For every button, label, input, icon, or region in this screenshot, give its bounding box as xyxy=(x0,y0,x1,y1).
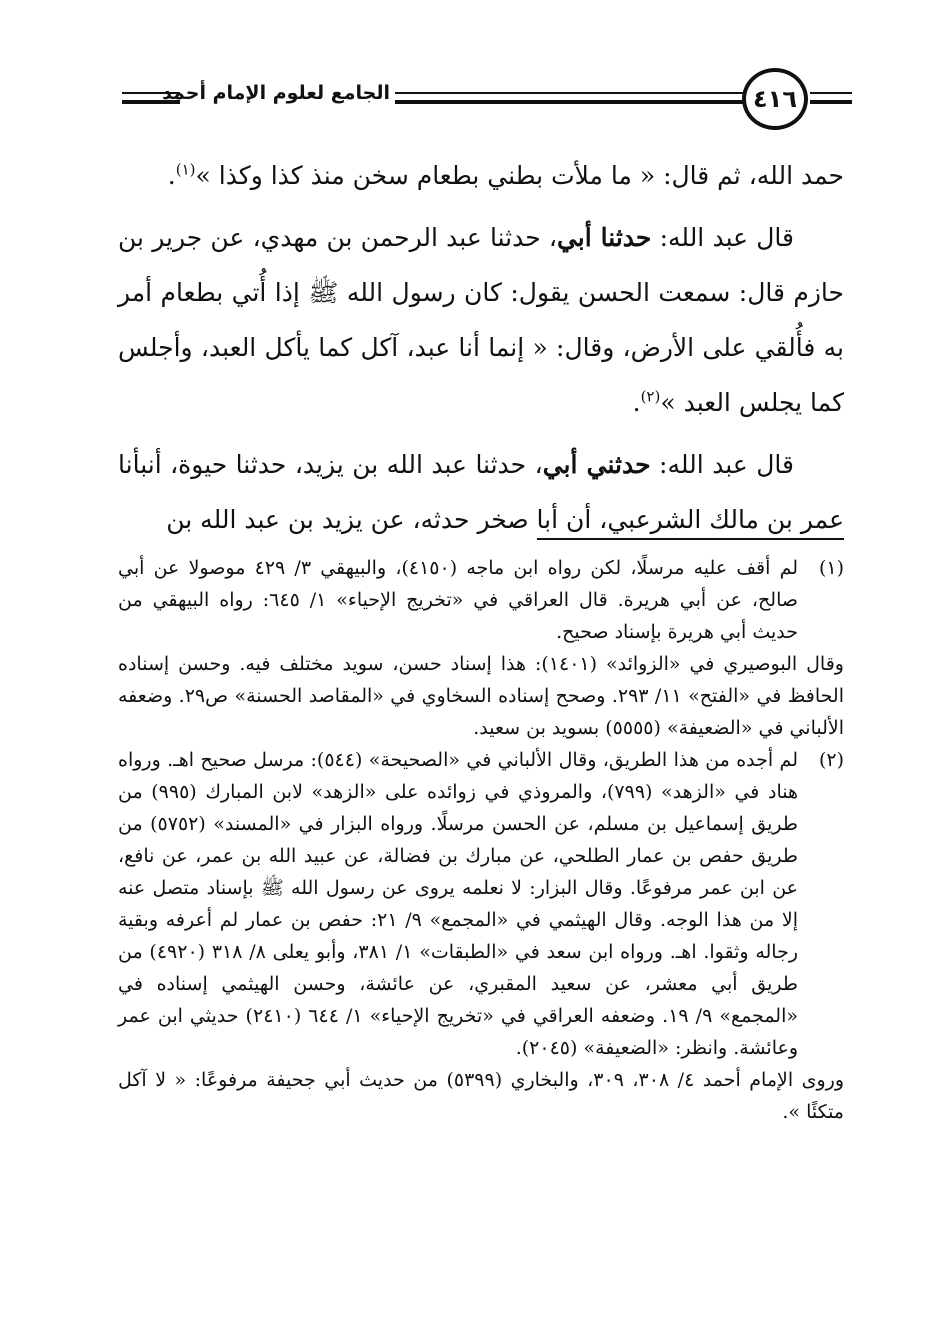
footnote-text: وقال البوصيري في «الزوائد» (١٤٠١): هذا إسناد حسن، سويد مختلف فيه. وحسن إسناده الحافظ في «الفتح» ١١/ ٢٩٣. وصحح إسناده السخاوي في «المقاصد الحسنة» ص٢٩. وضعفه الألباني في «الضعيفة» (٥٥٥٥) بسويد بن سعيد. xyxy=(118,653,844,739)
header-rule xyxy=(810,92,852,94)
paragraph-text: قال عبد الله: xyxy=(651,223,794,252)
footnote-ref[interactable]: (٢) xyxy=(640,387,661,406)
main-text xyxy=(118,148,844,554)
footnote-separator xyxy=(537,538,844,540)
footnote-body xyxy=(118,744,798,1064)
paragraph xyxy=(118,148,844,203)
footnotes xyxy=(118,552,844,1128)
footnote-text: لم أقف عليه مرسلًا، لكن رواه ابن ماجه (٤١٥٠)، والبيهقي ٣/ ٤٢٩ موصولا عن أبي صالح، عن أبي هريرة. قال العراقي في «تخريج الإحياء» ١/ ٦٤٥: رواه البيهقي من حديث أبي هريرة بإسناد صحيح. xyxy=(118,557,799,643)
footnote-marker: (٢) xyxy=(818,749,844,771)
paragraph xyxy=(118,437,844,547)
header-rule xyxy=(395,100,745,104)
footnote-ref[interactable]: (١) xyxy=(175,160,196,179)
footnote-body xyxy=(118,552,798,648)
paragraph-end: . xyxy=(167,161,176,190)
paragraph-end: . xyxy=(632,388,641,417)
isnad-emphasis: حدثني أبي xyxy=(542,450,651,479)
page-number: ٤١٦ xyxy=(742,68,808,130)
paragraph-text: ، حدثنا عبد الرحمن بن مهدي، عن جرير بن حازم قال: سمعت الحسن يقول: كان رسول الله ﷺ إذا أُتي بطعام أمر به فأُلقي على الأرض، وقال: « إنما أنا عبد، آكل كما يأكل العبد، وأجلس كما يجلس العبد » xyxy=(118,223,844,417)
paragraph-text: قال عبد الله: xyxy=(650,450,794,479)
isnad-emphasis: حدثنا أبي xyxy=(556,223,652,252)
footnote-marker: (١) xyxy=(818,557,844,579)
running-title: الجامع لعلوم الإمام أحمد xyxy=(162,82,390,104)
footnote-2 xyxy=(118,744,844,1064)
footnote-text: وروى الإمام أحمد ٤/ ٣٠٨، ٣٠٩، والبخاري (٥٣٩٩) من حديث أبي جحيفة مرفوعًا: « لا آكل متكئًا ». xyxy=(118,1069,844,1123)
paragraph-text: ، حدثنا عبد الله بن يزيد، حدثنا حيوة، أنبأنا عمر بن مالك الشرعبي، أن أبا صخر حدثه، عن يزيد بن عبد الله بن xyxy=(118,450,844,534)
paragraph-text: حمد الله، ثم قال: « ما ملأت بطني بطعام سخن منذ كذا وكذا » xyxy=(195,161,844,190)
header-rule xyxy=(395,92,745,94)
footnote-1 xyxy=(118,552,844,648)
header-rule xyxy=(810,100,852,104)
footnote-text: لم أجده من هذا الطريق، وقال الألباني في «الصحيحة» (٥٤٤): مرسل صحيح اهـ. ورواه هناد في «الزهد» (٧٩٩)، والمروذي في زوائده على «الزهد» لابن المبارك (٩٩٥) من طريق إسماعيل بن مسلم، عن الحسن مرسلًا. ورواه البزار في «المسند» (٥٧٥٢) من طريق حفص بن عمار الطلحي، عن مبارك بن فضالة، عن عبيد الله بن عمر، عن نافع، عن ابن عمر مرفوعًا. وقال البزار: لا نعلمه يروى عن رسول الله ﷺ بإسناد متصل عنه إلا من هذا الوجه. وقال الهيثمي في «المجمع» ٩/ ٢١: حفص بن عمار لم أعرفه وبقية رجاله وثقوا. اهـ. ورواه ابن سعد في «الطبقات» ١/ ٣٨١، وأبو يعلى ٨/ ٣١٨ (٤٩٢٠) من طريق أبي معشر، عن سعيد المقبري، عن عائشة، وحسن الهيثمي إسناده في «المجمع» ٩/ ١٩. وضعفه العراقي في «تخريج الإحياء» ١/ ٦٤٤ (٢٤١٠) حديثي ابن عمر وعائشة. وانظر: «الضعيفة» (٢٠٤٥). xyxy=(118,749,799,1059)
paragraph xyxy=(118,210,844,430)
